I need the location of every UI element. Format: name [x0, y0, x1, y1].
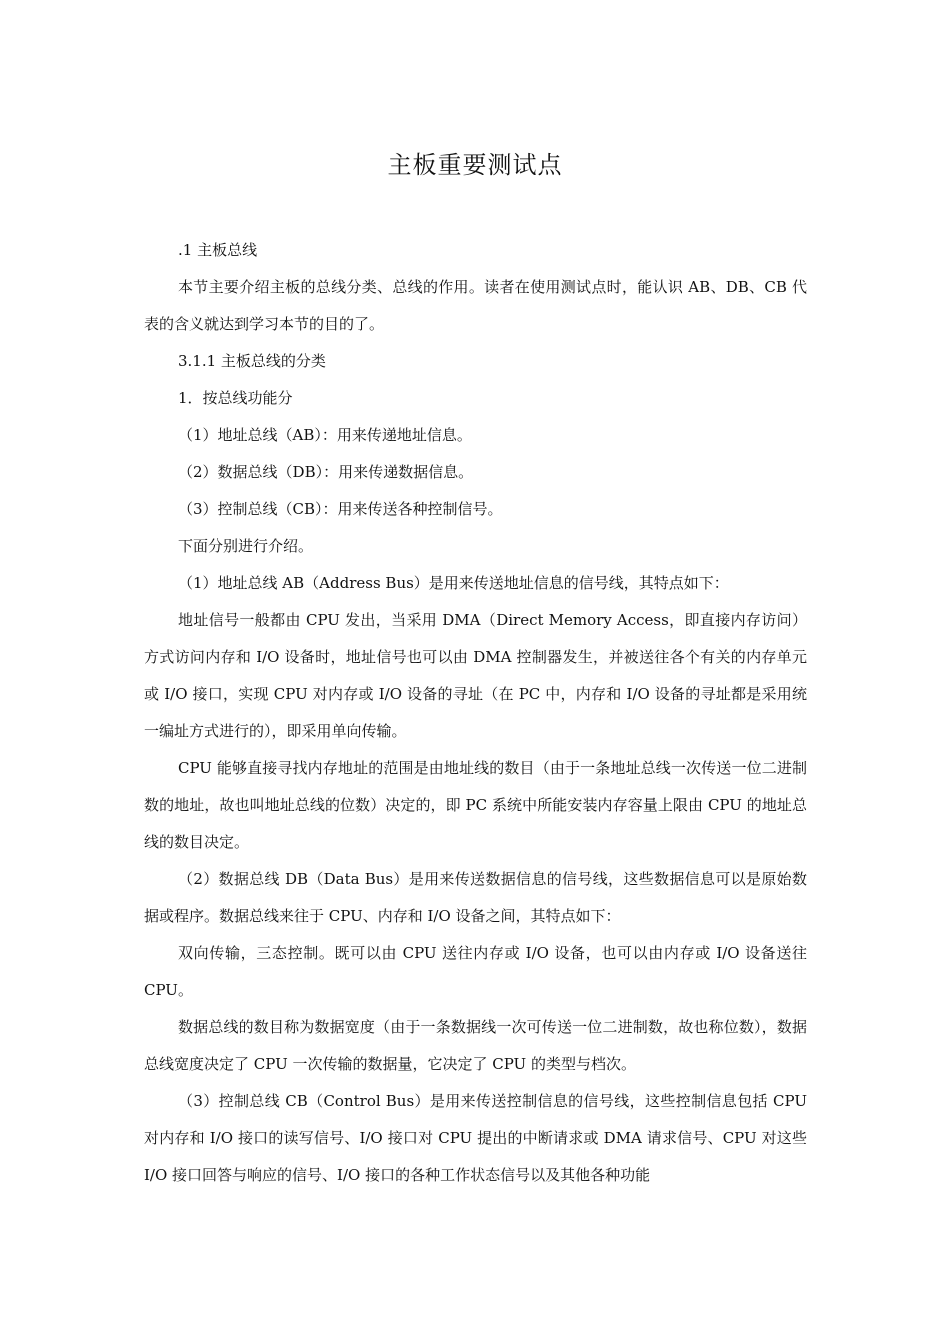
body-paragraph: CPU 能够直接寻找内存地址的范围是由地址线的数目（由于一条地址总线一次传送一位二进制数的地址，故也叫地址总线的位数）决定的，即 PC 系统中所能安装内存容量上限由 CPU 的地址总线的数目决定。: [144, 759, 807, 851]
list-item: （1）地址总线（AB）：用来传递地址信息。: [178, 426, 472, 444]
list-item: （2）数据总线（DB）：用来传递数据信息。: [178, 463, 474, 481]
page-title: 主板重要测试点: [387, 151, 563, 179]
body-paragraph: 下面分别进行介绍。: [178, 537, 314, 555]
document-body: [144, 232, 807, 1194]
body-paragraph: （1）地址总线 AB（Address Bus）是用来传送地址信息的信号线，其特点如下：: [178, 574, 729, 592]
body-paragraph: 本节主要介绍主板的总线分类、总线的作用。读者在使用测试点时，能认识 AB、DB、CB 代表的含义就达到学习本节的目的了。: [144, 278, 807, 333]
body-paragraph: 地址信号一般都由 CPU 发出，当采用 DMA（Direct Memory Access，即直接内存访问）方式访问内存和 I/O 设备时，地址信号也可以由 DMA 控制器发生，并被送往各个有关的内存单元或 I/O 接口，实现 CPU 对内存或 I/O 设备的寻址（在 PC 中，内存和 I/O 设备的寻址都是采用统一编址方式进行的），即采用单向传输。: [144, 611, 807, 740]
list-heading: 1．按总线功能分: [178, 389, 293, 407]
body-paragraph: 数据总线的数目称为数据宽度（由于一条数据线一次可传送一位二进制数，故也称位数），数据总线宽度决定了 CPU 一次传输的数据量，它决定了 CPU 的类型与档次。: [144, 1018, 807, 1073]
section-heading: .1 主板总线: [178, 241, 258, 259]
list-item: （3）控制总线（CB）：用来传送各种控制信号。: [178, 500, 503, 518]
subsection-heading: 3.1.1 主板总线的分类: [178, 352, 326, 370]
body-paragraph: 双向传输，三态控制。既可以由 CPU 送往内存或 I/O 设备，也可以由内存或 I/O 设备送往 CPU。: [144, 944, 807, 999]
body-paragraph: （3）控制总线 CB（Control Bus）是用来传送控制信息的信号线，这些控制信息包括 CPU 对内存和 I/O 接口的读写信号、I/O 接口对 CPU 提出的中断请求或 DMA 请求信号、CPU 对这些 I/O 接口回答与响应的信号、I/O 接口的各种工作状态信号以及其他各种功能: [144, 1092, 807, 1184]
body-paragraph: （2）数据总线 DB（Data Bus）是用来传送数据信息的信号线，这些数据信息可以是原始数据或程序。数据总线来往于 CPU、内存和 I/O 设备之间，其特点如下：: [144, 870, 807, 925]
